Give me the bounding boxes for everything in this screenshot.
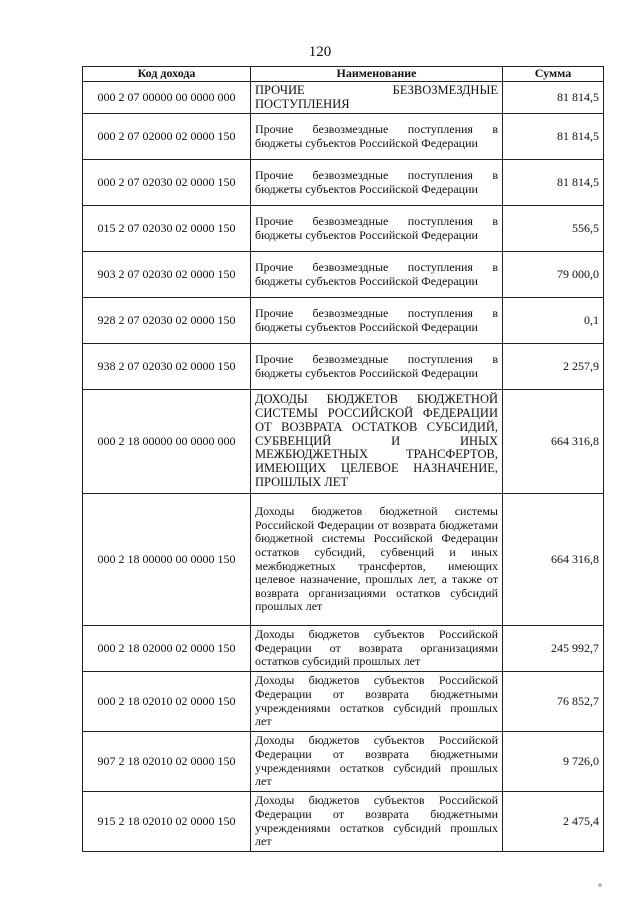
- header-name: Наименование: [251, 67, 503, 82]
- header-code: Код дохода: [83, 67, 251, 82]
- row-revenue-code: 915 2 18 02010 02 0000 150: [83, 792, 251, 852]
- table-row: [83, 792, 604, 852]
- row-revenue-code: 000 2 18 00000 00 0000 150: [83, 494, 251, 626]
- row-name: Прочие безвозмездные поступления в бюджеты субъектов Российской Федерации: [251, 344, 503, 390]
- row-name: ДОХОДЫ БЮДЖЕТОВ БЮДЖЕТНОЙ СИСТЕМЫ РОССИЙСКОЙ ФЕДЕРАЦИИ ОТ ВОЗВРАТА ОСТАТКОВ СУБСИДИЙ, СУБВЕНЦИЙ И ИНЫХ МЕЖБЮДЖЕТНЫХ ТРАНСФЕРТОВ, ИМЕЮЩИХ ЦЕЛЕВОЕ НАЗНАЧЕНИЕ, ПРОШЛЫХ ЛЕТ: [251, 390, 503, 494]
- table-row: [83, 114, 604, 160]
- row-name: Прочие безвозмездные поступления в бюджеты субъектов Российской Федерации: [251, 252, 503, 298]
- row-amount: 76 852,7: [503, 672, 604, 732]
- row-name: Доходы бюджетов субъектов Российской Федерации от возврата организациями остатков субсидий прошлых лет: [251, 626, 503, 672]
- row-name: Прочие безвозмездные поступления в бюджеты субъектов Российской Федерации: [251, 114, 503, 160]
- row-name: Прочие безвозмездные поступления в бюджеты субъектов Российской Федерации: [251, 298, 503, 344]
- table-row: [83, 732, 604, 792]
- row-amount: 556,5: [503, 206, 604, 252]
- row-amount: 2 257,9: [503, 344, 604, 390]
- table-row: [83, 82, 604, 114]
- row-amount: 664 316,8: [503, 390, 604, 494]
- table-row: [83, 344, 604, 390]
- header-sum: Сумма: [503, 67, 604, 82]
- scan-mark: [598, 883, 602, 887]
- row-name: ПРОЧИЕ БЕЗВОЗМЕЗДНЫЕ ПОСТУПЛЕНИЯ: [251, 82, 503, 114]
- table-row: [83, 494, 604, 626]
- row-revenue-code: 000 2 18 02010 02 0000 150: [83, 672, 251, 732]
- row-revenue-code: 000 2 07 00000 00 0000 000: [83, 82, 251, 114]
- table-row: [83, 160, 604, 206]
- row-name: Прочие безвозмездные поступления в бюджеты субъектов Российской Федерации: [251, 160, 503, 206]
- row-name: Прочие безвозмездные поступления в бюджеты субъектов Российской Федерации: [251, 206, 503, 252]
- page-number: 120: [308, 44, 332, 60]
- row-revenue-code: 938 2 07 02030 02 0000 150: [83, 344, 251, 390]
- row-revenue-code: 000 2 18 00000 00 0000 000: [83, 390, 251, 494]
- row-name: Доходы бюджетов субъектов Российской Федерации от возврата бюджетными учреждениями остатков субсидий прошлых лет: [251, 732, 503, 792]
- row-revenue-code: 000 2 18 02000 02 0000 150: [83, 626, 251, 672]
- revenue-table: [82, 66, 604, 852]
- row-amount: 9 726,0: [503, 732, 604, 792]
- row-revenue-code: 015 2 07 02030 02 0000 150: [83, 206, 251, 252]
- row-amount: 664 316,8: [503, 494, 604, 626]
- row-amount: 0,1: [503, 298, 604, 344]
- row-revenue-code: 928 2 07 02030 02 0000 150: [83, 298, 251, 344]
- table-body: [83, 82, 604, 852]
- row-revenue-code: 000 2 07 02000 02 0000 150: [83, 114, 251, 160]
- row-name: Доходы бюджетов бюджетной системы Российской Федерации от возврата бюджетами бюджетной системы Российской Федерации остатков субсидий, субвенций и иных межбюджетных трансфертов, имеющих целевое назначение, прошлых лет, а также от возврата организациями остатков субсидий прошлых лет: [251, 494, 503, 626]
- table-row: [83, 252, 604, 298]
- table-row: [83, 206, 604, 252]
- row-amount: 81 814,5: [503, 82, 604, 114]
- row-amount: 245 992,7: [503, 626, 604, 672]
- row-revenue-code: 000 2 07 02030 02 0000 150: [83, 160, 251, 206]
- table-row: [83, 626, 604, 672]
- table-header-row: [83, 67, 604, 82]
- row-amount: 79 000,0: [503, 252, 604, 298]
- row-amount: 2 475,4: [503, 792, 604, 852]
- row-revenue-code: 903 2 07 02030 02 0000 150: [83, 252, 251, 298]
- table-row: [83, 390, 604, 494]
- row-amount: 81 814,5: [503, 114, 604, 160]
- table-row: [83, 298, 604, 344]
- row-name: Доходы бюджетов субъектов Российской Федерации от возврата бюджетными учреждениями остатков субсидий прошлых лет: [251, 792, 503, 852]
- row-amount: 81 814,5: [503, 160, 604, 206]
- row-revenue-code: 907 2 18 02010 02 0000 150: [83, 732, 251, 792]
- row-name: Доходы бюджетов субъектов Российской Федерации от возврата бюджетными учреждениями остатков субсидий прошлых лет: [251, 672, 503, 732]
- table-row: [83, 672, 604, 732]
